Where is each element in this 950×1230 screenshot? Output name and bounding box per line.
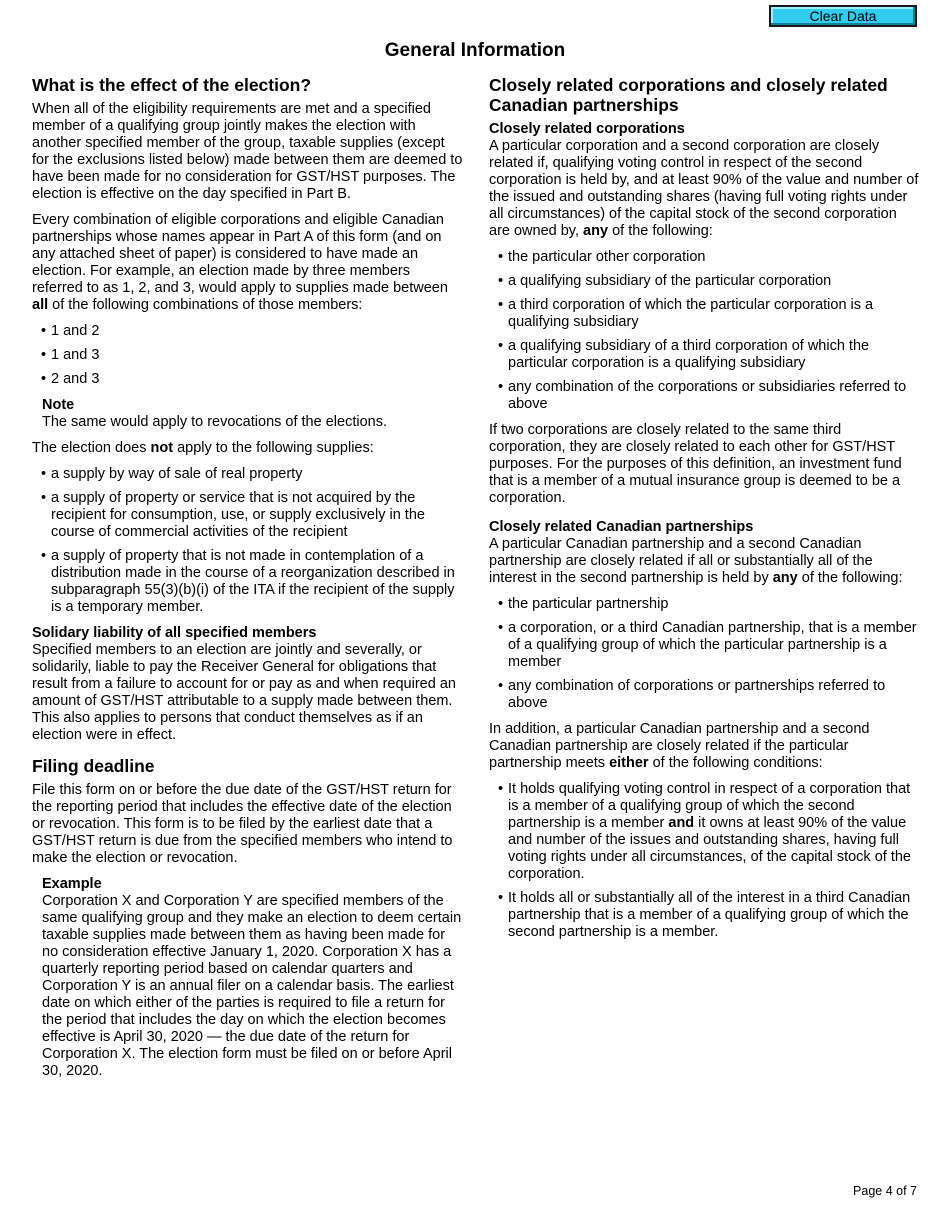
combinations-list bbox=[32, 323, 464, 388]
corporations-paragraph: A particular corporation and a second corporation are closely related if, qualifying voting control in respect of the second corporation is held by, and at least 90% of the value and number of the issued and outstanding shares (having full voting rights under all circumstances) of the capital stock of the second corporation are owned by, any of the following: bbox=[489, 138, 919, 239]
effect-paragraph-1: When all of the eligibility requirements are met and a specified member of a qualifying group jointly makes the election with another specified member of the group, taxable supplies (except for the exclusions listed below) made between them are deemed to have been made for no consideration for GST/HST purposes. The election is effective on the day specified in Part B. bbox=[32, 101, 463, 202]
list-item: • a third corporation of which the particular corporation is a qualifying subsidiary bbox=[498, 297, 921, 331]
list-item: • any combination of corporations or partnerships referred to above bbox=[498, 678, 921, 712]
list-item: • the particular partnership bbox=[498, 596, 921, 613]
list-item: • a qualifying subsidiary of the particular corporation bbox=[498, 273, 921, 290]
page-title: General Information bbox=[384, 40, 566, 61]
list-item: • 1 and 3 bbox=[41, 347, 464, 364]
page-number: Page 4 of 7 bbox=[853, 1184, 917, 1198]
example-text: Corporation X and Corporation Y are specified members of the same qualifying group and they make an election to deem certain taxable supplies made between them as having been made for no consideration effective January 1, 2020. Corporation X has a quarterly reporting period based on calendar quarters and Corporation Y is an annual filer on a calendar basis. The earliest date on which either of the parties is required to file a return for the period that includes the day on which the election becomes effective is April 30, 2020 — the due date of the return for Corporation X. The election form must be filed on or before April 30, 2020. bbox=[42, 893, 462, 1079]
list-item: • a corporation, or a third Canadian partnership, that is a member of a qualifying group of which the particular partnership is a member bbox=[498, 620, 921, 671]
example-heading: Example bbox=[42, 876, 102, 892]
filing-heading: Filing deadline bbox=[32, 756, 155, 776]
closely-related-heading: Closely related corporations and closely related Canadian partnerships bbox=[489, 75, 888, 115]
list-item: • a supply of property or service that is not acquired by the recipient for consumption, use, or supply exclusively in the course of commercial activities of the recipient bbox=[41, 490, 464, 541]
exclusions-list bbox=[32, 466, 464, 616]
right-column bbox=[489, 75, 921, 950]
corporations-list bbox=[489, 249, 921, 413]
filing-text: File this form on or before the due date of the GST/HST return for the reporting period that includes the effective date of the election or revocation. This form is to be filed by the earliest date that a GST/HST return is due from the specified members who intend to make the election or revocation. bbox=[32, 782, 453, 866]
note-heading: Note bbox=[42, 397, 75, 413]
list-item: • any combination of the corporations or subsidiaries referred to above bbox=[498, 379, 921, 413]
corporations-paragraph-2: If two corporations are closely related to the same third corporation, they are closely related to each other for GST/HST purposes. For the purposes of this definition, an investment fund that is a member of a mutual insurance group is deemed to be a corporation. bbox=[489, 422, 902, 506]
example-block bbox=[42, 876, 464, 1080]
list-item: • It holds qualifying voting control in respect of a corporation that is a member of a qualifying group of which the second partnership is a member and it owns at least 90% of the value and number of the issues and outstanding shares, having full voting rights under all circumstances, of the capital stock of the corporation. bbox=[498, 781, 921, 883]
list-item: • 2 and 3 bbox=[41, 371, 464, 388]
corporations-heading: Closely related corporations bbox=[489, 121, 685, 137]
list-item: • a supply of property that is not made in contemplation of a distribution made in the course of a reorganization described in subparagraph 55(3)(b)(i) of the ITA if the recipient of the supply is a temporary member. bbox=[41, 548, 464, 616]
clear-data-button[interactable]: Clear Data bbox=[769, 5, 917, 27]
partnerships-list bbox=[489, 596, 921, 712]
effect-heading: What is the effect of the election? bbox=[32, 75, 312, 95]
partnerships-paragraph: A particular Canadian partnership and a second Canadian partnership are closely related if all or substantially all of the interest in the second partnership is held by any of the following: bbox=[489, 536, 903, 586]
left-column bbox=[32, 75, 464, 1080]
partnerships-heading: Closely related Canadian partnerships bbox=[489, 519, 754, 535]
list-item: • It holds all or substantially all of the interest in a third Canadian partnership that is a member of a qualifying group of which the second partnership is a member. bbox=[498, 890, 921, 941]
list-item: • a supply by way of sale of real property bbox=[41, 466, 464, 483]
solidary-text: Specified members to an election are jointly and severally, or solidarily, liable to pay the Receiver General for obligations that result from a failure to account for or pay as and when required an amount of GST/HST attributable to a supply made between them. This also applies to persons that conduct themselves as if an election were in effect. bbox=[32, 642, 456, 743]
list-item: • a qualifying subsidiary of a third corporation of which the particular corporation is a qualifying subsidiary bbox=[498, 338, 921, 372]
conditions-list bbox=[489, 781, 921, 941]
effect-paragraph-2: Every combination of eligible corporations and eligible Canadian partnerships whose names appear in Part A of this form (and on any attached sheet of paper) is considered to have made an election. For example, an election made by three members referred to as 1, 2, and 3, would apply to supplies made between all of the following combinations of those members: bbox=[32, 212, 448, 313]
list-item: • the particular other corporation bbox=[498, 249, 921, 266]
note-block bbox=[42, 397, 464, 431]
list-item: • 1 and 2 bbox=[41, 323, 464, 340]
not-apply-paragraph: The election does not apply to the following supplies: bbox=[32, 440, 374, 456]
note-text: The same would apply to revocations of the elections. bbox=[42, 414, 387, 430]
addition-paragraph: In addition, a particular Canadian partnership and a second Canadian partnership are closely related if the particular partnership meets either of the following conditions: bbox=[489, 721, 870, 771]
solidary-heading: Solidary liability of all specified members bbox=[32, 625, 317, 641]
